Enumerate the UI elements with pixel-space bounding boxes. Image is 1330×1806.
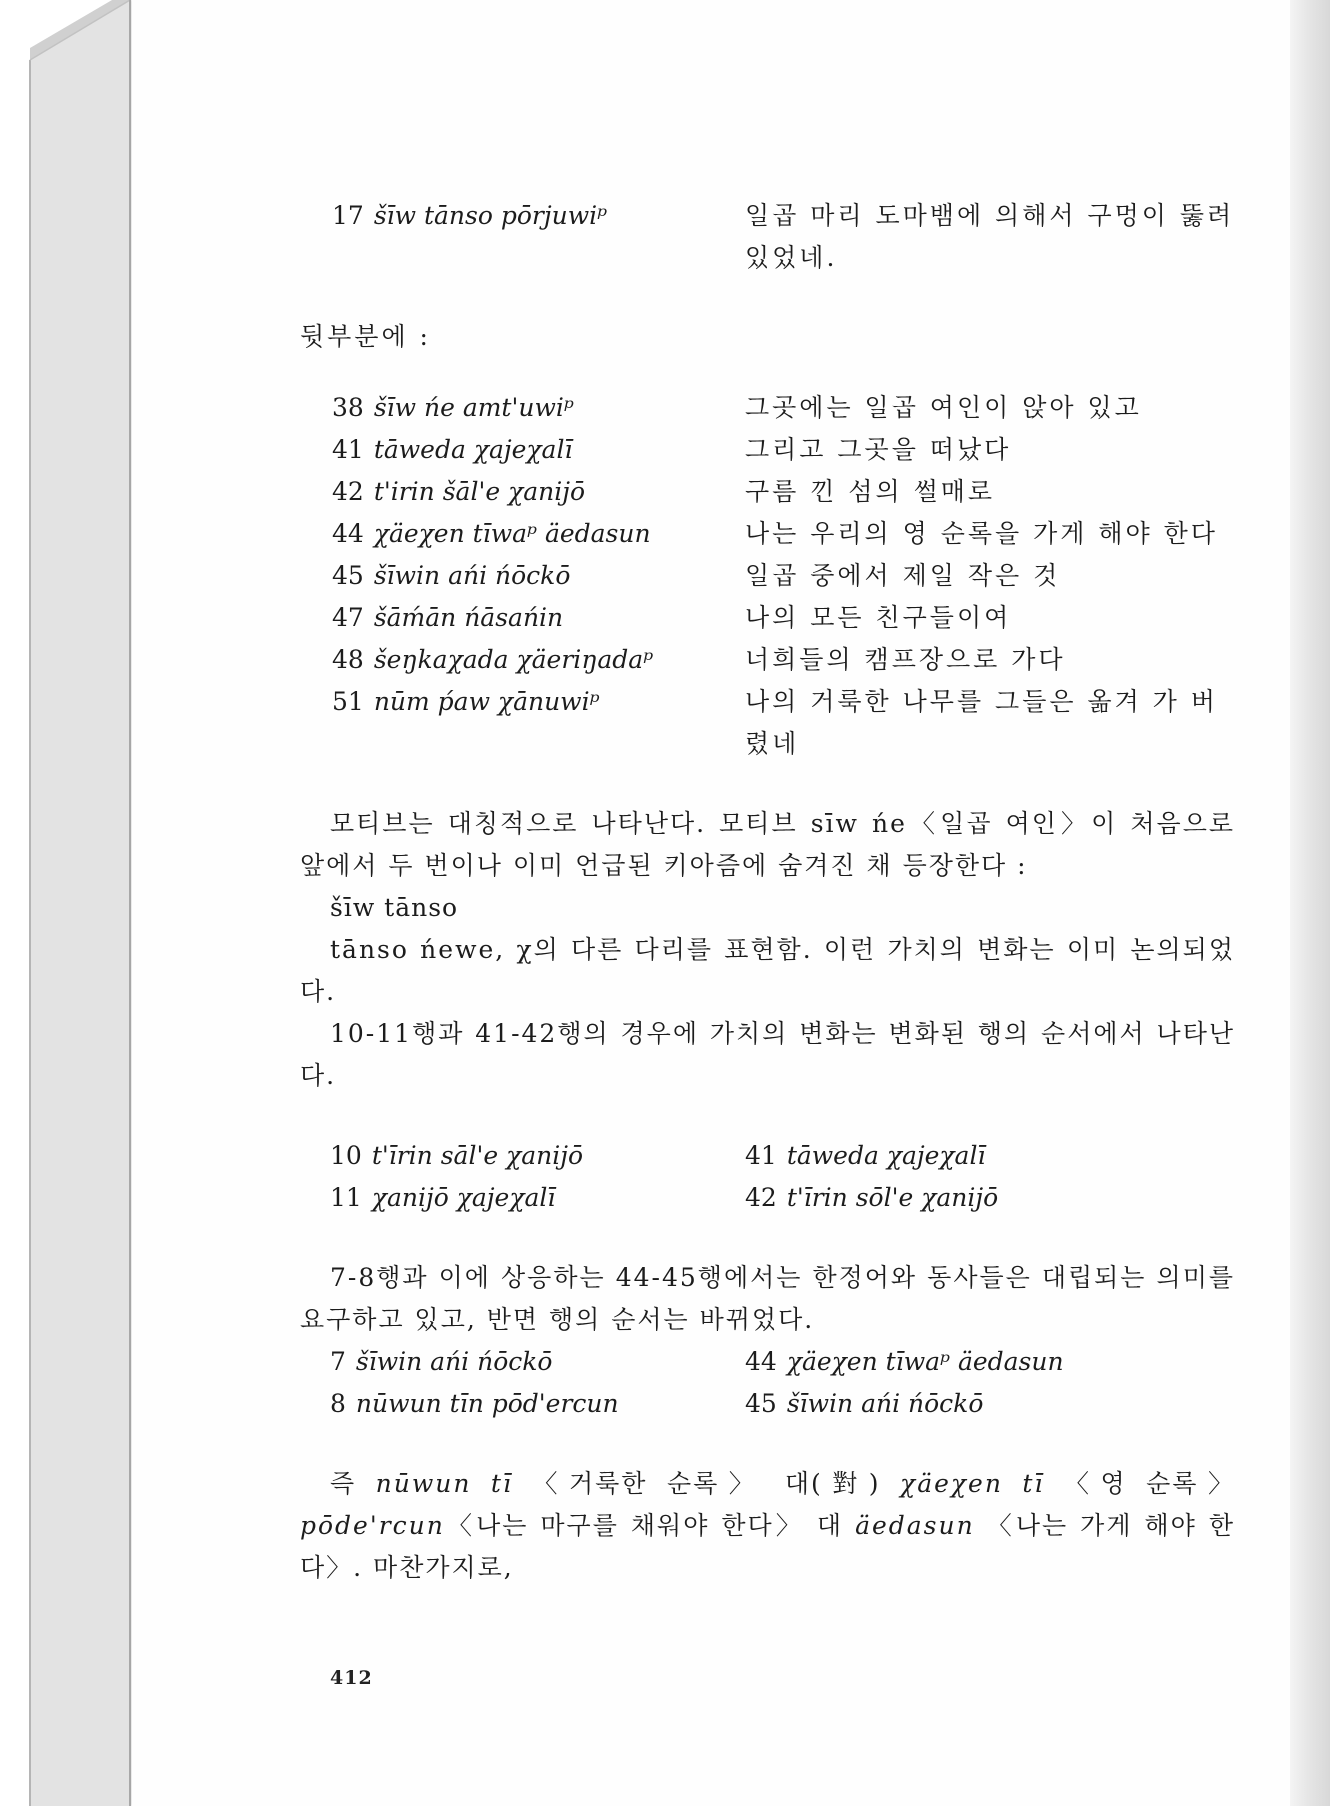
line-number: 42 — [745, 1183, 777, 1212]
paragraph-line-order — [300, 1013, 1235, 1097]
page-number: 412 — [330, 1667, 373, 1689]
paragraph-text: 〈거룩한 순록〉 대(對) — [512, 1469, 901, 1498]
line-number: 41 — [745, 1141, 777, 1170]
paragraph-text: 〈영 순록〉 — [1044, 1469, 1235, 1498]
verse-text: t'irin šāl'e χanijō — [373, 477, 586, 506]
comparison-pairs-2 — [300, 1341, 1235, 1425]
verse-text: šīwin ańi ńōckō — [786, 1389, 984, 1418]
paragraph-text: 10-11행과 41-42행의 경우에 가치의 변화는 변화된 행의 순서에서 나타난다. — [300, 1019, 1235, 1090]
verse-text: χanijō χajeχalī — [371, 1183, 556, 1212]
line-number: 10 — [330, 1141, 362, 1170]
verse-text: šīwin ańi ńōckō — [373, 561, 571, 590]
line-number: 45 — [745, 1389, 777, 1418]
verse-text: tāweda χajeχalī — [373, 435, 573, 464]
verse-text: t'īrin sāl'e χanijō — [371, 1141, 584, 1170]
pair-row — [300, 1177, 1235, 1219]
verse-gloss: 너희들의 캠프장으로 가다 — [745, 645, 1066, 674]
verse-line-47 — [300, 597, 1235, 639]
verse-line-48 — [300, 639, 1235, 681]
paragraph-tanso — [300, 929, 1235, 1013]
verse-text: šīwin ańi ńōckō — [355, 1347, 553, 1376]
page-content — [300, 195, 1235, 1589]
line-number: 47 — [332, 603, 364, 632]
verse-text: χäeχen tīwaᵖ äedasun — [786, 1347, 1064, 1376]
paragraph-text: 7-8행과 이에 상응하는 44-45행에서는 한정어와 동사들은 대립되는 의미를 요구하고 있고, 반면 행의 순서는 바뀌었다. — [300, 1263, 1235, 1334]
verse-gloss: 구름 낀 섬의 썰매로 — [745, 477, 996, 506]
paragraph-motif — [300, 803, 1235, 887]
page-edge-shadow — [1290, 0, 1330, 1806]
verse-gloss: 일곱 마리 도마뱀에 의해서 구멍이 뚫려 있었네. — [745, 201, 1235, 272]
verse-text: χäeχen tīwaᵖ äedasun — [373, 519, 651, 548]
verse-text: šīw ńe amt'uwiᵖ — [373, 393, 574, 422]
verse-line-44 — [300, 513, 1235, 555]
line-number: 44 — [332, 519, 364, 548]
verse-gloss: 그곳에는 일곱 여인이 앉아 있고 — [745, 393, 1142, 422]
verse-gloss: 나의 모든 친구들이여 — [745, 603, 1012, 632]
paragraph-opposition — [300, 1257, 1235, 1341]
comparison-pairs-1 — [300, 1135, 1235, 1219]
line-number: 7 — [330, 1347, 346, 1376]
paragraph-text: 즉 — [330, 1469, 376, 1498]
book-spine — [0, 0, 140, 1806]
verse-gloss: 나는 우리의 영 순록을 가게 해야 한다 — [745, 519, 1218, 548]
verse-text: nūwun tīn pōd'ercun — [355, 1389, 619, 1418]
line-number: 41 — [332, 435, 364, 464]
line-number: 38 — [332, 393, 364, 422]
verse-line-17 — [300, 195, 1235, 279]
verse-text: šeŋkaχada χäeriŋadaᵖ — [373, 645, 654, 674]
verse-list-back — [300, 387, 1235, 765]
term-italic: χäeχen tī — [900, 1469, 1045, 1498]
term-italic: äedasun — [855, 1511, 975, 1540]
pair-row — [300, 1341, 1235, 1383]
line-number: 48 — [332, 645, 364, 674]
section-heading: 뒷부분에 : — [300, 322, 431, 351]
verse-gloss: 그리고 그곳을 떠났다 — [745, 435, 1012, 464]
verse-line-42 — [300, 471, 1235, 513]
example-line: šīw tānso — [330, 893, 459, 922]
verse-line-38 — [300, 387, 1235, 429]
line-number: 8 — [330, 1389, 346, 1418]
paragraph-conclusion — [300, 1463, 1235, 1589]
pair-row — [300, 1135, 1235, 1177]
verse-line-41 — [300, 429, 1235, 471]
pair-row — [300, 1383, 1235, 1425]
line-number: 11 — [330, 1183, 362, 1212]
term-italic: pōde'rcun — [300, 1511, 445, 1540]
verse-line-51 — [300, 681, 1235, 765]
line-number: 44 — [745, 1347, 777, 1376]
line-number: 51 — [332, 687, 364, 716]
verse-text: t'īrin sōl'e χanijō — [786, 1183, 999, 1212]
verse-line-45 — [300, 555, 1235, 597]
verse-text: nūm ṕaw χānuwiᵖ — [373, 687, 600, 716]
verse-text: šāḿān ńāsańin — [373, 603, 564, 632]
verse-gloss: 일곱 중에서 제일 작은 것 — [745, 561, 1061, 590]
paragraph-text: 〈나는 마구를 채워야 한다〉 대 — [444, 1511, 856, 1540]
verse-gloss: 나의 거룩한 나무를 그들은 옮겨 가 버렸네 — [745, 687, 1218, 758]
line-number: 17 — [332, 201, 364, 230]
verse-text: šīw tānso pōrjuwiᵖ — [373, 201, 608, 230]
line-number: 45 — [332, 561, 364, 590]
verse-text: tāweda χajeχalī — [786, 1141, 986, 1170]
line-number: 42 — [332, 477, 364, 506]
paragraph-text: tānso ńewe, χ의 다른 다리를 표현함. 이런 가치의 변화는 이미 논의되었다. — [300, 935, 1235, 1006]
term-italic: nūwun tī — [375, 1469, 513, 1498]
paragraph-text: 모티브는 대칭적으로 나타난다. 모티브 sīw ńe〈일곱 여인〉이 처음으로 앞에서 두 번이나 이미 언급된 키아즘에 숨겨진 채 등장한다 : — [300, 809, 1235, 880]
paragraph-text: 〈나는 가게 해야 한다〉. 마찬가지로, — [300, 1511, 1235, 1582]
